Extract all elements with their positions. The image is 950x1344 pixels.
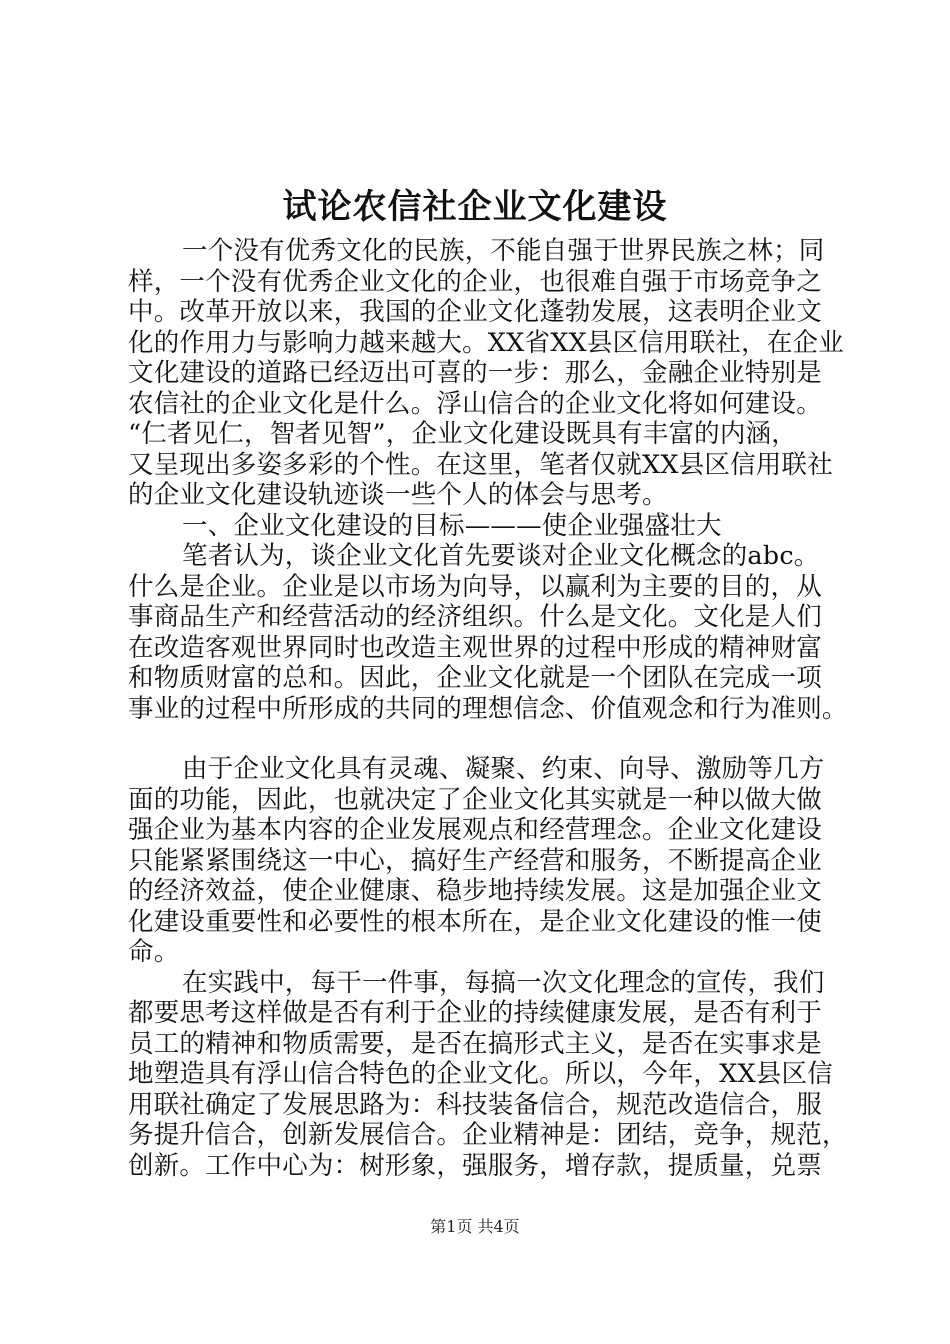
body-text-line: 员工的精神和物质需要，是否在搞形式主义，是否在实事求是 — [128, 1028, 822, 1059]
body-text-line: 事业的过程中所形成的共同的理想信念、价值观念和行为准则。 — [128, 693, 848, 724]
body-text-line: 强企业为基本内容的企业发展观点和经营理念。企业文化建设 — [128, 815, 822, 845]
body-text-line: 文化建设的道路已经迈出可喜的一步：那么，金融企业特别是 — [128, 358, 822, 388]
body-text-line: 命。 — [128, 937, 180, 967]
body-text-line: 事商品生产和经营活动的经济组织。什么是文化。文化是人们 — [128, 602, 822, 632]
body-text-line: 面的功能，因此，也就决定了企业文化其实就是一种以做大做 — [128, 784, 822, 815]
body-text-line: 的企业文化建设轨迹谈一些个人的体会与思考。 — [128, 480, 668, 510]
body-text-line: 的经济效益，使企业健康、稳步地持续发展。这是加强企业文 — [128, 876, 822, 906]
body-text-line: 用联社确定了发展思路为：科技装备信合，规范改造信合，服 — [128, 1089, 822, 1120]
blank-line — [128, 724, 848, 754]
body-text-line: 由于企业文化具有灵魂、凝聚、约束、向导、激励等几方 — [182, 754, 825, 784]
body-text-line: 什么是企业。企业是以市场为向导，以赢利为主要的目的，从 — [128, 571, 822, 602]
body-text-line: 化建设重要性和必要性的根本所在，是企业文化建设的惟一使 — [128, 906, 822, 937]
body-text-line: 创新。工作中心为：树形象，强服务，增存款，提质量，兑票 — [128, 1150, 822, 1181]
body-text-line: 中。改革开放以来，我国的企业文化蓬勃发展，这表明企业文 — [128, 297, 822, 327]
body-text-line: 笔者认为，谈企业文化首先要谈对企业文化概念的abc。 — [182, 541, 820, 571]
body-text-line: “仁者见仁，智者见智”，企业文化建设既具有丰富的内涵， — [128, 419, 797, 449]
body-text-line: 在改造客观世界同时也改造主观世界的过程中形成的精神财富 — [128, 632, 822, 663]
body-text-line: 一、企业文化建设的目标———使企业强盛壮大 — [182, 510, 722, 541]
page-number-footer: 第1页 共4页 — [430, 1217, 520, 1236]
body-text-line: 又呈现出多姿多彩的个性。在这里，笔者仅就XX县区信用联社 — [128, 449, 833, 480]
document-title: 试论农信社企业文化建设 — [282, 187, 668, 227]
body-text-line: 农信社的企业文化是什么。浮山信合的企业文化将如何建设。 — [128, 388, 822, 419]
body-text-line: 化的作用力与影响力越来越大。XX省XX县区信用联社，在企业 — [128, 327, 844, 358]
body-text-line: 只能紧紧围绕这一中心，搞好生产经营和服务，不断提高企业 — [128, 845, 822, 876]
body-text-line: 一个没有优秀文化的民族，不能自强于世界民族之林；同 — [182, 236, 825, 266]
body-text-line: 样，一个没有优秀企业文化的企业，也很难自强于市场竞争之 — [128, 266, 822, 297]
body-text-line: 地塑造具有浮山信合特色的企业文化。所以，今年，XX县区信 — [128, 1059, 833, 1089]
body-text-line: 务提升信合，创新发展信合。企业精神是：团结，竞争，规范， — [128, 1120, 848, 1150]
body-text-line: 在实践中，每干一件事，每搞一次文化理念的宣传，我们 — [182, 967, 825, 998]
body-text-line: 和物质财富的总和。因此，企业文化就是一个团队在完成一项 — [128, 663, 822, 693]
body-text-line: 都要思考这样做是否有利于企业的持续健康发展，是否有利于 — [128, 998, 822, 1028]
document-body — [128, 236, 848, 1181]
